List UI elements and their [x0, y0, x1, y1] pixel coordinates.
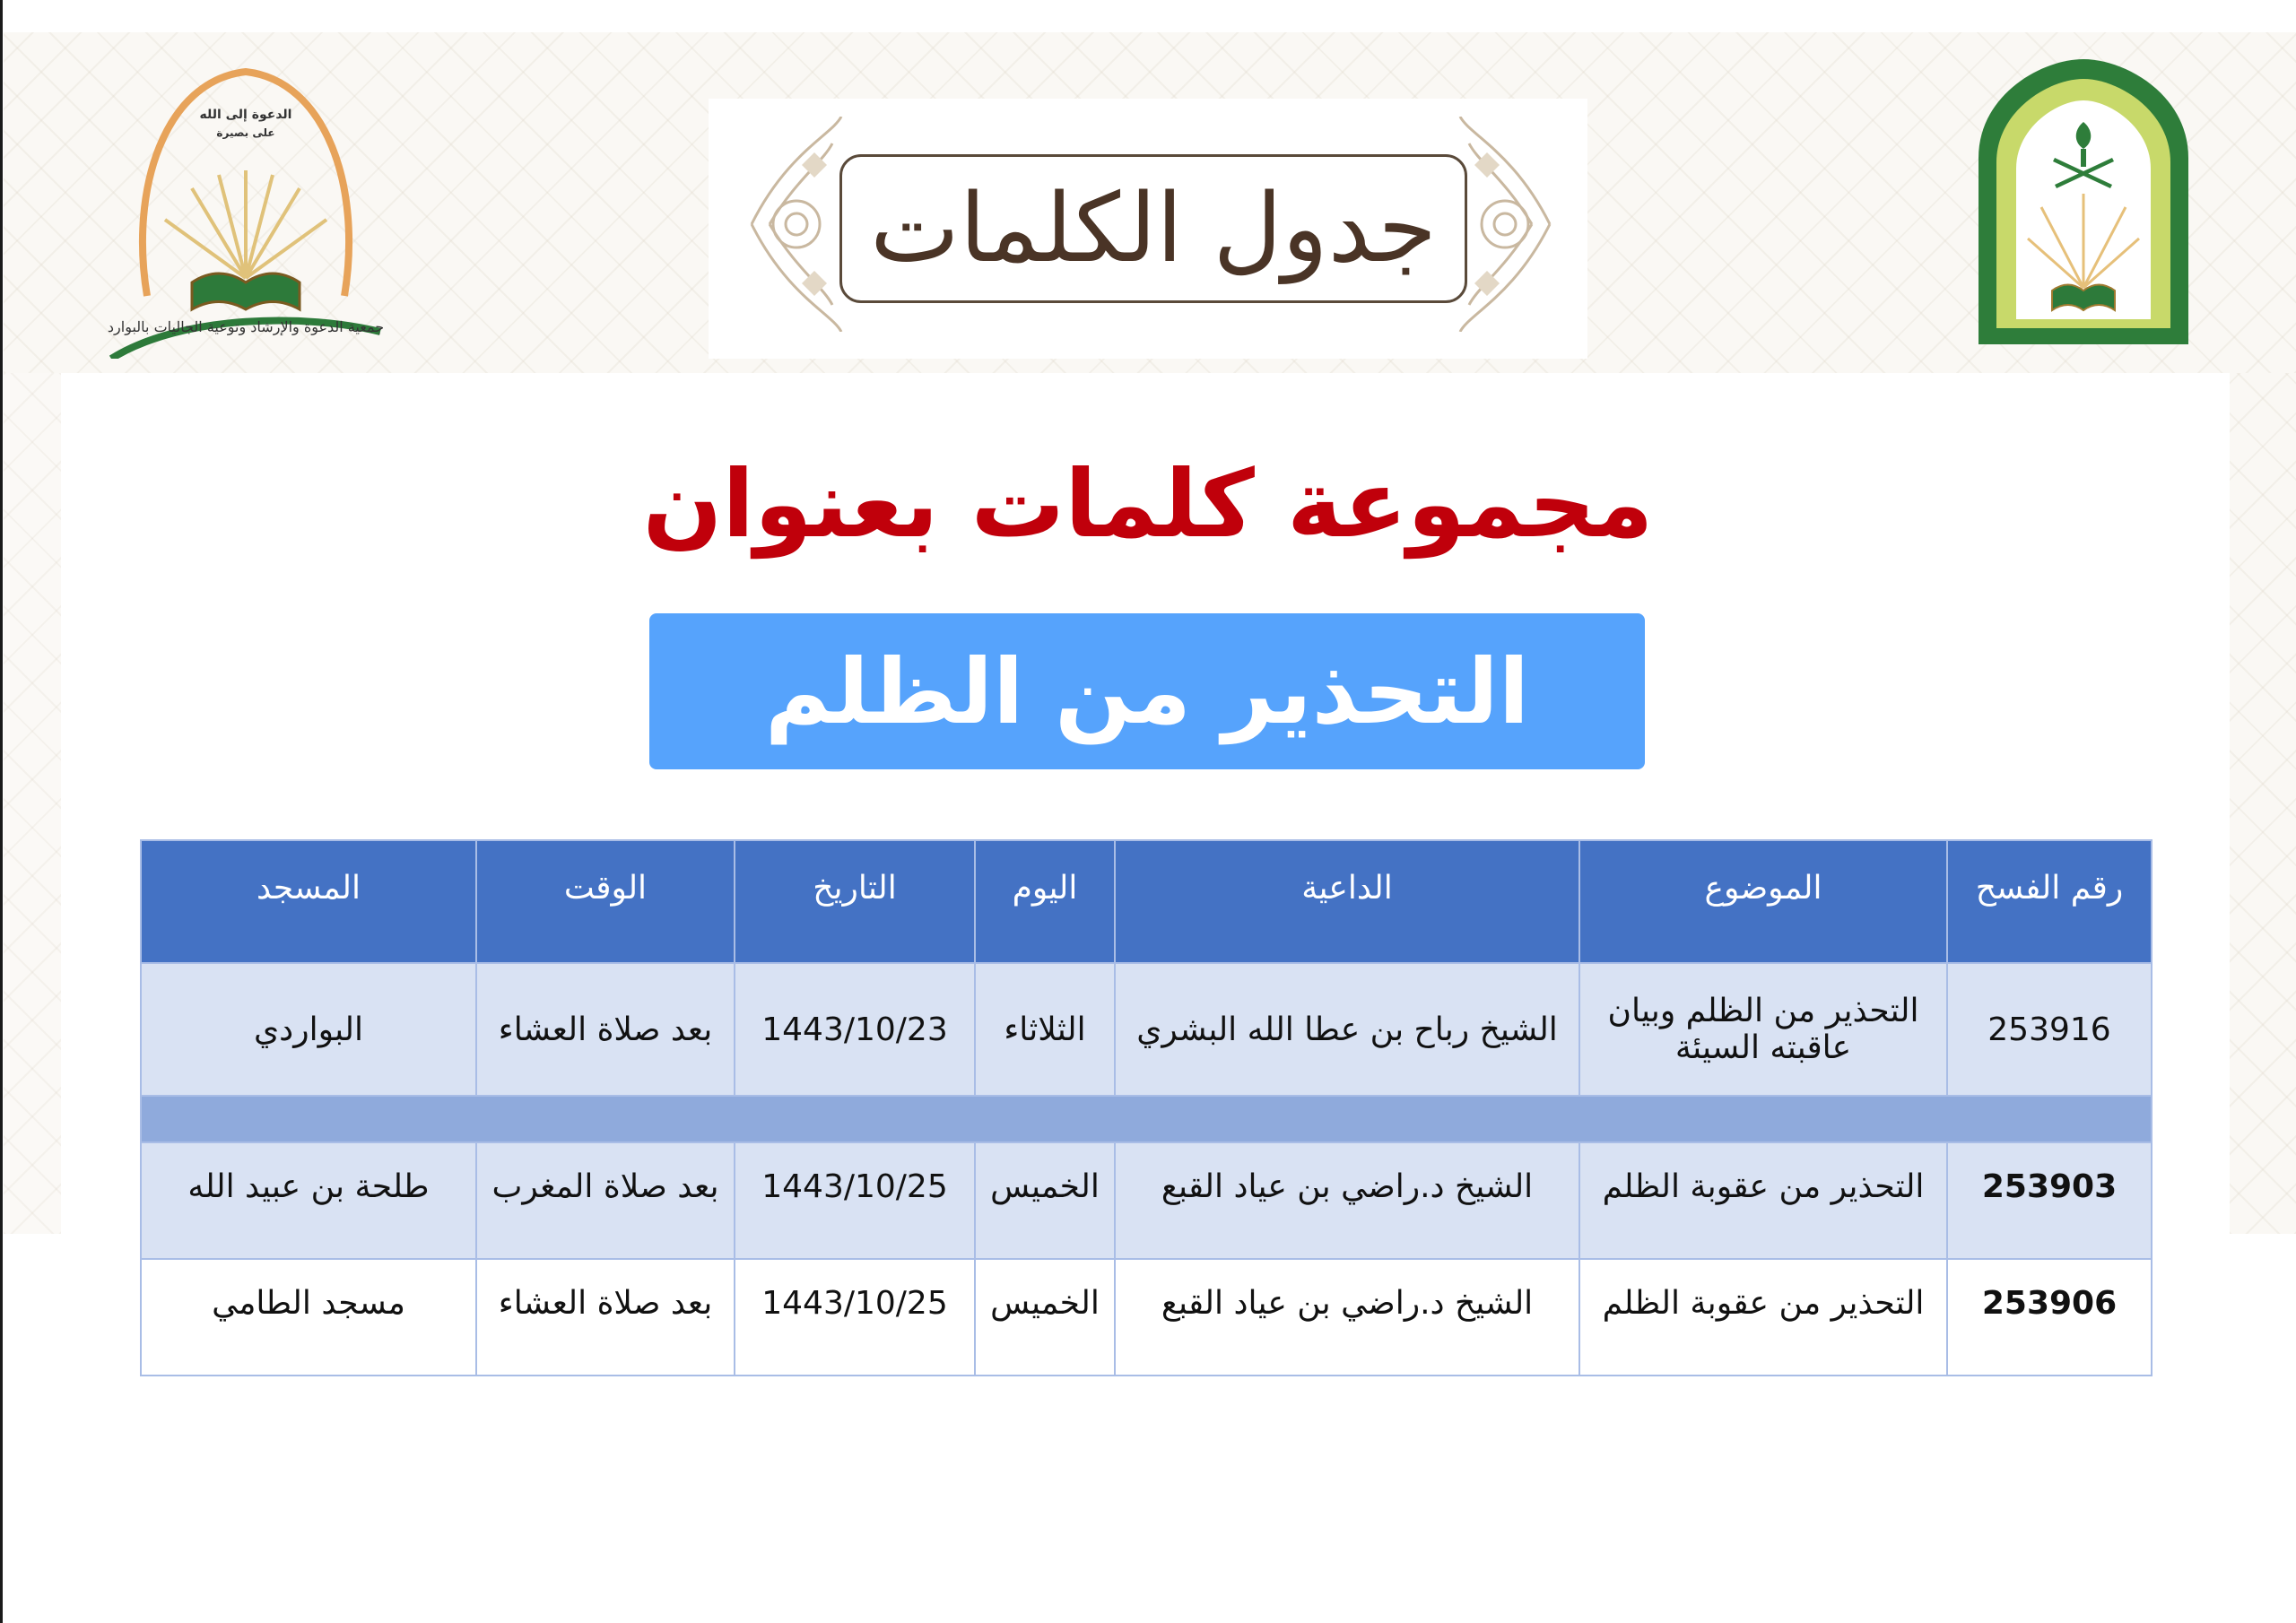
cell-subject: التحذير من الظلم وبيان عاقبته السيئة — [1579, 963, 1947, 1096]
header-permit-number: رقم الفسح — [1947, 840, 2152, 963]
cell-subject: التحذير من عقوبة الظلم — [1579, 1142, 1947, 1259]
cell-subject: التحذير من عقوبة الظلم — [1579, 1259, 1947, 1376]
lectures-table — [140, 839, 2152, 1376]
dawah-association-logo-icon — [93, 63, 398, 359]
cell-day: الثلاثاء — [975, 963, 1115, 1096]
cell-permit-number: 253903 — [1947, 1142, 2152, 1259]
left-logo-text-bottom: جمعية الدعوة والإرشاد وتوعية الجاليات بالبوارد — [107, 318, 385, 335]
table-header-row — [141, 840, 2152, 963]
table-row — [141, 963, 2152, 1096]
header-day: اليوم — [975, 840, 1115, 963]
left-logo-text-top: الدعوة إلى الله — [199, 108, 292, 122]
cell-preacher: الشيخ رباح بن عطا الله البشري — [1115, 963, 1579, 1096]
cell-time: بعد صلاة العشاء — [476, 1259, 735, 1376]
table-separator-row — [141, 1096, 2152, 1142]
header-subject: الموضوع — [1579, 840, 1947, 963]
cell-mosque: مسجد الطامي — [141, 1259, 476, 1376]
cell-preacher: الشيخ د.راضي بن عياد القبع — [1115, 1142, 1579, 1259]
topic-title: التحذير من الظلم — [764, 638, 1530, 744]
header-date: التاريخ — [735, 840, 975, 963]
header-time: الوقت — [476, 840, 735, 963]
cell-date: 1443/10/23 — [735, 963, 975, 1096]
cell-mosque: البواردي — [141, 963, 476, 1096]
cell-permit-number: 253916 — [1947, 963, 2152, 1096]
cell-day: الخميس — [975, 1142, 1115, 1259]
table-row — [141, 1142, 2152, 1259]
title-cartouche — [839, 154, 1467, 303]
topic-banner — [649, 613, 1645, 769]
ministry-emblem-icon — [1970, 59, 2197, 344]
table-row — [141, 1259, 2152, 1376]
cell-preacher: الشيخ د.راضي بن عياد القبع — [1115, 1259, 1579, 1376]
header-preacher: الداعية — [1115, 840, 1579, 963]
cell-date: 1443/10/25 — [735, 1142, 975, 1259]
page-left-border — [0, 0, 3, 1623]
separator-cell — [141, 1096, 2152, 1142]
page-title: جدول الكلمات — [870, 173, 1437, 283]
cell-time: بعد صلاة العشاء — [476, 963, 735, 1096]
cell-date: 1443/10/25 — [735, 1259, 975, 1376]
left-logo-text-sub: على بصيرة — [216, 126, 275, 139]
cell-time: بعد صلاة المغرب — [476, 1142, 735, 1259]
cell-mosque: طلحة بن عبيد الله — [141, 1142, 476, 1259]
header-mosque: المسجد — [141, 840, 476, 963]
group-heading: مجموعة كلمات بعنوان — [642, 449, 1654, 559]
cell-day: الخميس — [975, 1259, 1115, 1376]
cell-permit-number: 253906 — [1947, 1259, 2152, 1376]
